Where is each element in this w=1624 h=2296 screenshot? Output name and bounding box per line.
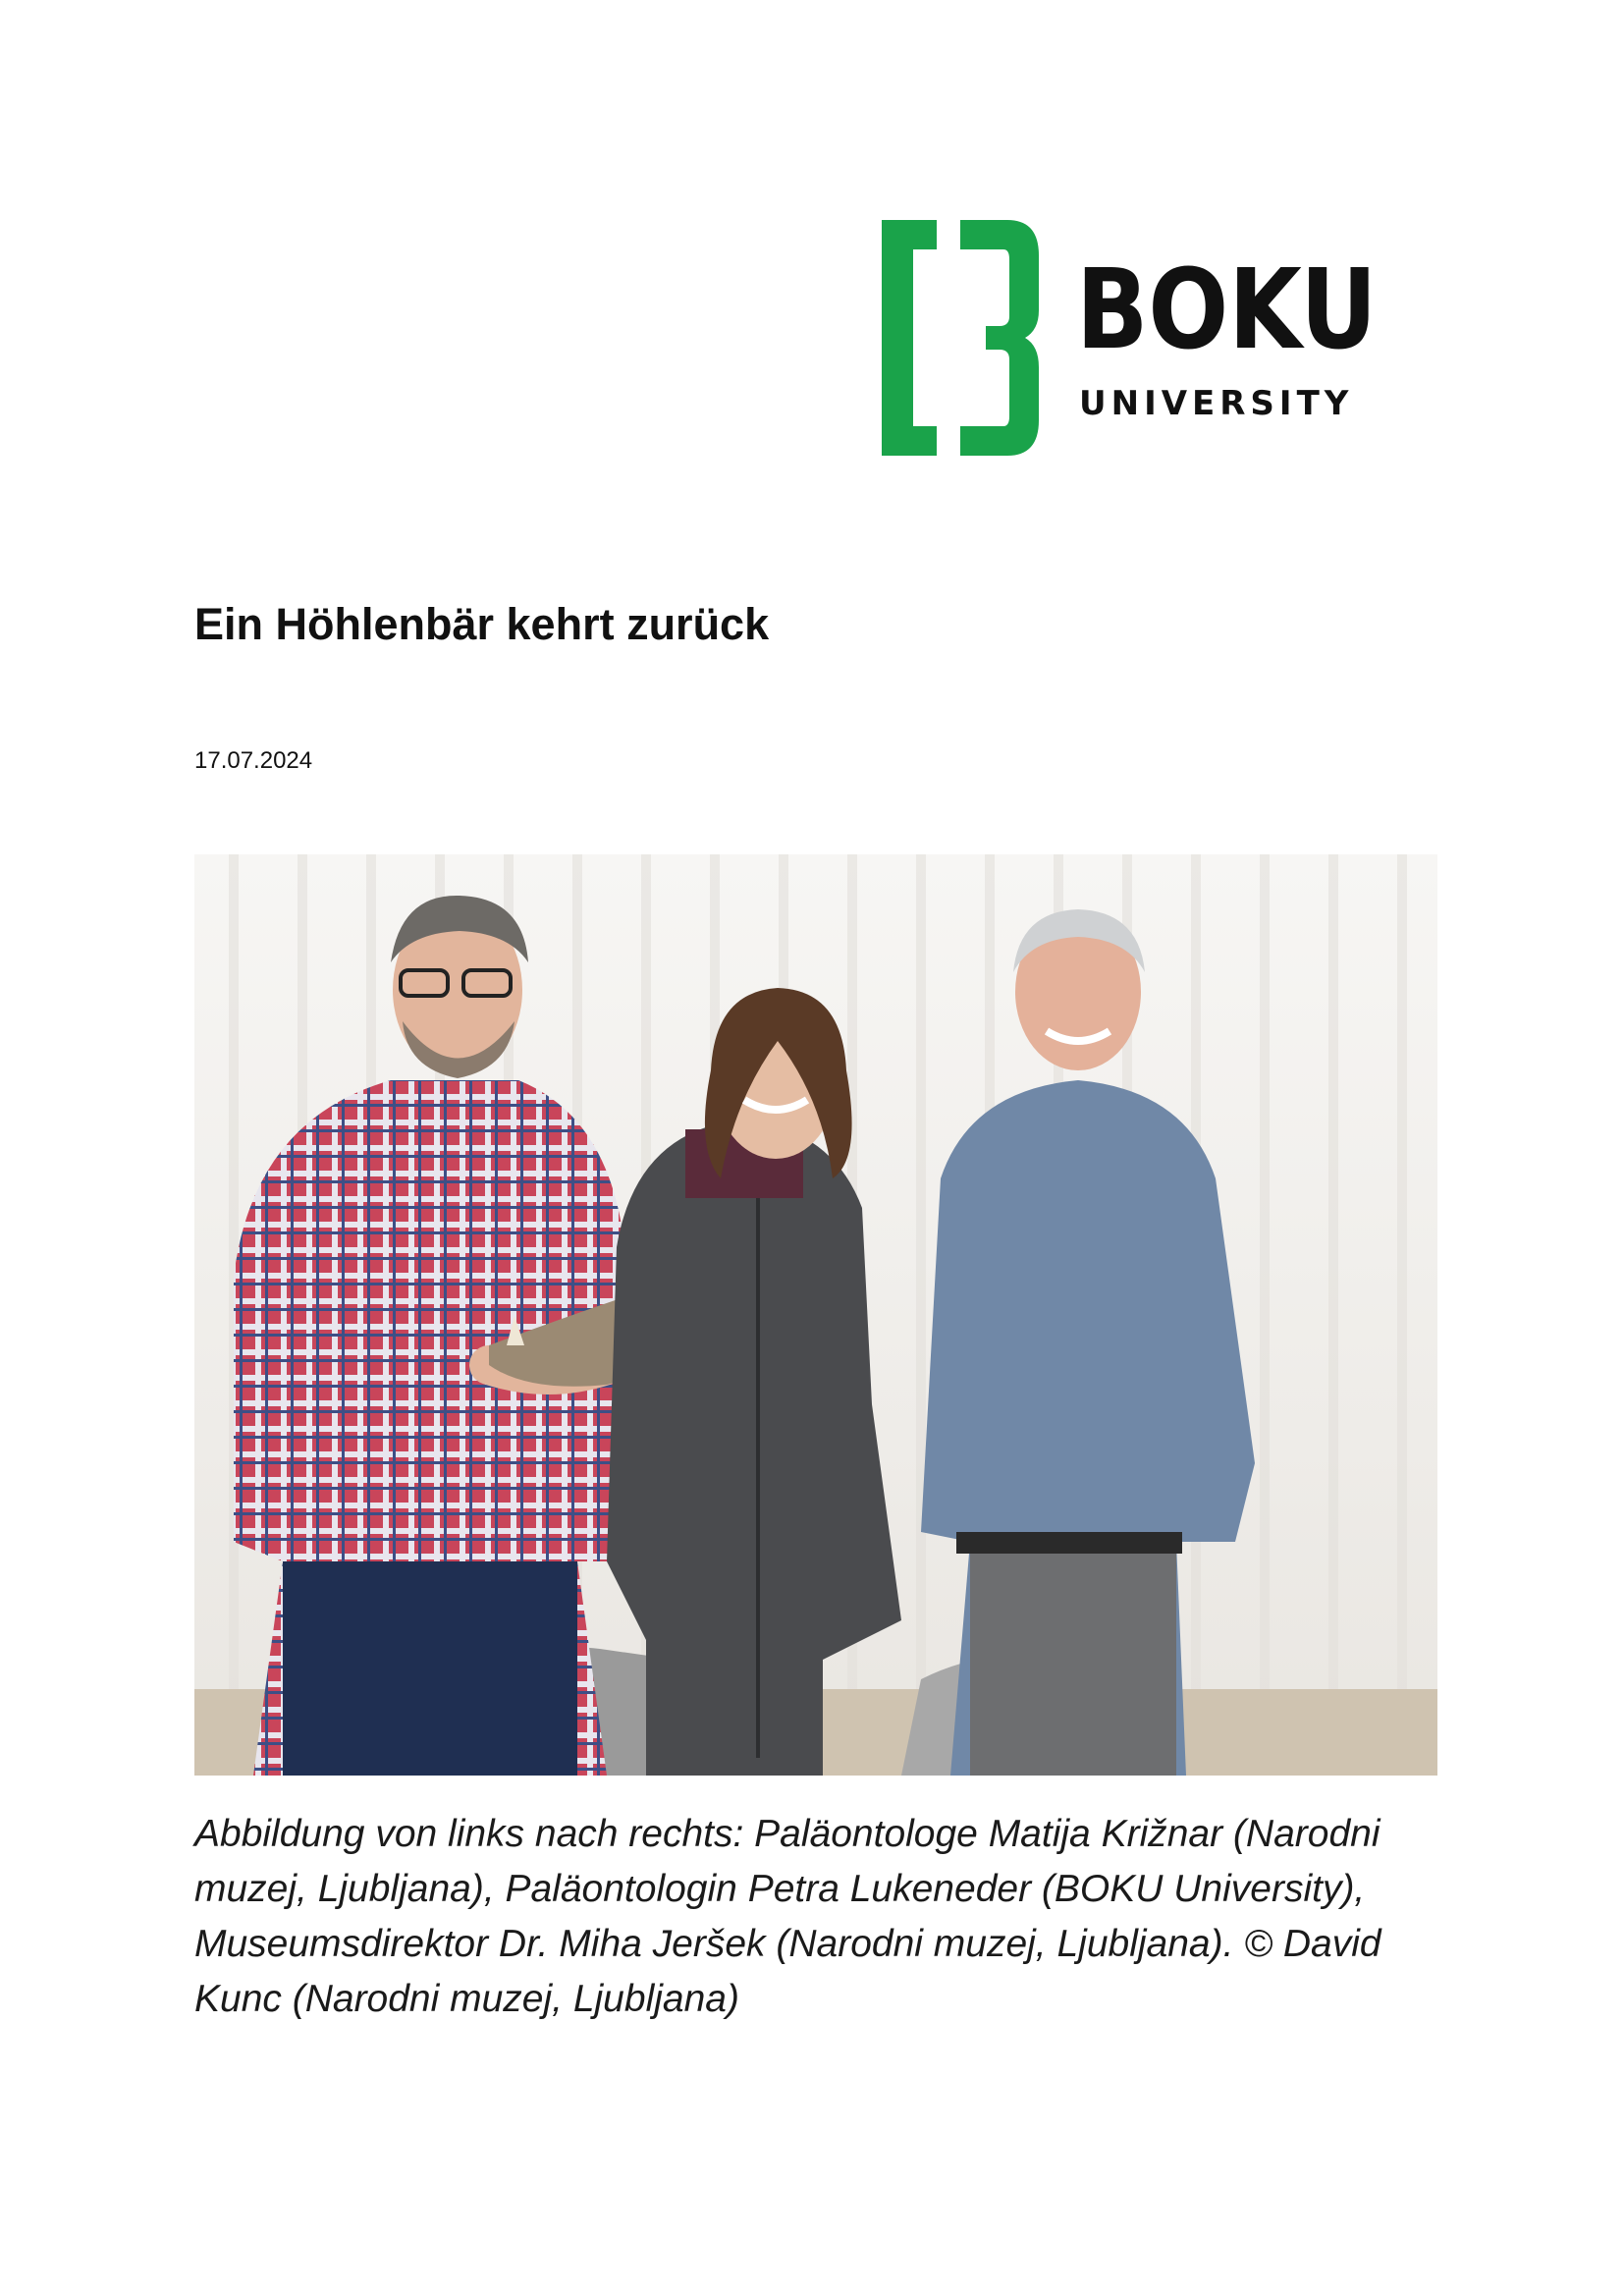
logo-subtitle: UNIVERSITY <box>1079 384 1354 423</box>
article-title: Ein Höhlenbär kehrt zurück <box>194 599 770 649</box>
boku-bracket-logo-icon <box>882 220 1039 456</box>
boku-logo <box>882 218 1378 458</box>
logo-wordmark: BOKU <box>1076 246 1378 374</box>
group-photo-image <box>194 854 1437 1776</box>
article-date: 17.07.2024 <box>194 747 313 774</box>
photo-caption: Abbildung von links nach rechts: Paläontologe Matija Križnar (Narodni muzej, Ljubljana), Paläontologin Petra Lukeneder (BOKU University), Museumsdirektor Dr. Miha Jeršek (Narodni muzej, Ljubljana). © David Kunc (Narodni muzej, Ljubljana) <box>194 1813 1381 2020</box>
